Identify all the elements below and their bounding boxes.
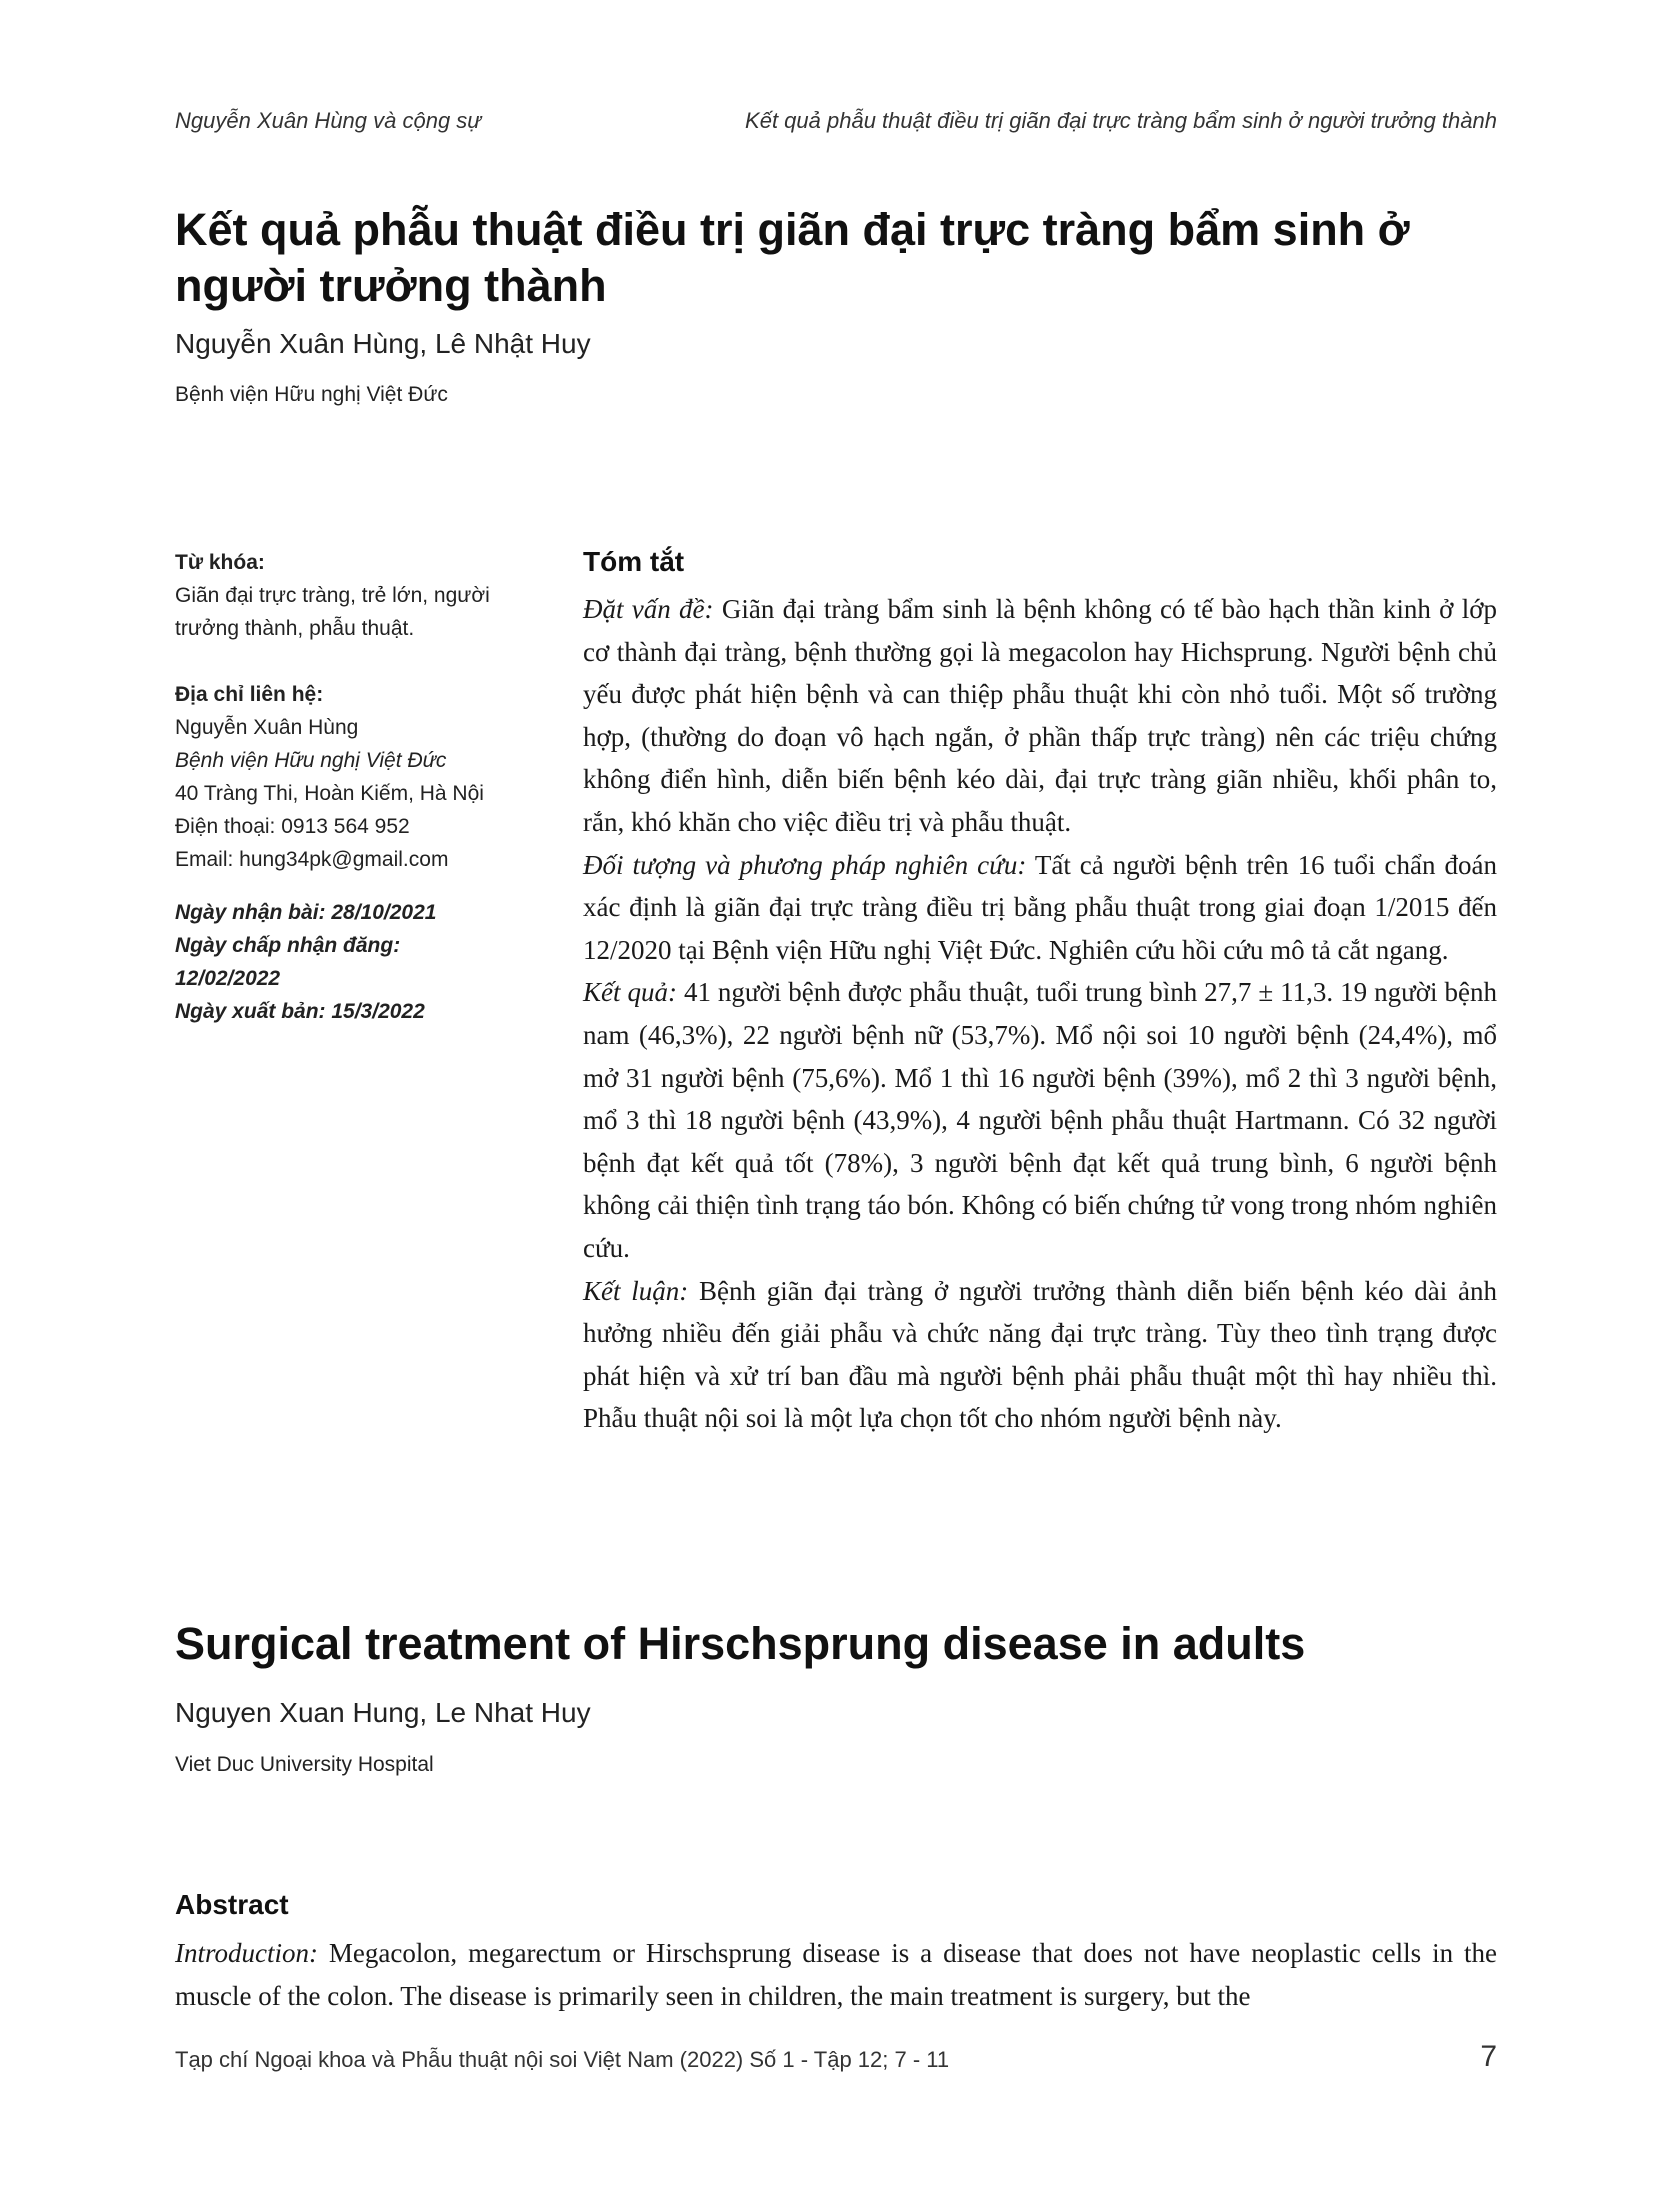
published-date: Ngày xuất bản: 15/3/2022 [175,1000,425,1023]
contact-phone: Điện thoại: 0913 564 952 [175,815,410,838]
abstract-vi-conclusion [583,1270,1497,1440]
contact-address: 40 Tràng Thi, Hoàn Kiếm, Hà Nội [175,782,484,805]
running-header-right: Kết quả phẫu thuật điều trị giãn đại trực tràng bẩm sinh ở người trưởng thành [745,108,1497,133]
article-title-en: Surgical treatment of Hirschsprung disease in adults [175,1618,1306,1669]
abstract-vi [583,546,1497,1440]
keywords: Giãn đại trực tràng, trẻ lớn, người trưởng thành, phẫu thuật. [175,584,490,640]
abstract-en-heading: Abstract [175,1889,289,1920]
abstract-en-introduction [175,1932,1497,2017]
authors-en: Nguyen Xuan Hung, Le Nhat Huy [175,1697,591,1728]
contact-label: Địa chỉ liên hệ: [175,683,324,706]
methods-text: Tất cả người bệnh trên 16 tuổi chẩn đoán xác định là giãn đại trực tràng điều trị bằng phẫu thuật trong giai đoạn 1/2015 đến 12/2020 tại Bệnh viện Hữu nghị Việt Đức. Nghiên cứu hồi cứu mô tả cắt ngang. [583,849,1497,965]
abstract-vi-heading: Tóm tắt [583,546,685,577]
abstract-en [175,1932,1497,2017]
abstract-vi-background [583,588,1497,844]
introduction-lead: Introduction: [175,1938,318,1968]
affiliation-vi: Bệnh viện Hữu nghị Việt Đức [175,383,448,406]
background-lead: Đặt vấn đề: [583,594,714,624]
abstract-vi-methods [583,844,1497,972]
received-date: Ngày nhận bài: 28/10/2021 [175,901,437,924]
results-lead: Kết quả: [583,977,677,1008]
abstract-vi-results [583,971,1497,1269]
background-text: Giãn đại tràng bẩm sinh là bệnh không có tế bào hạch thần kinh ở lớp cơ thành đại tràng, bệnh thường gọi là megacolon hay Hichsprung. Người bệnh chủ yếu được phát hiện bệnh và can thiệp phẫu thuật khi còn nhỏ tuổi. Một số trường hợp, (thường do đoạn vô hạch ngắn, ở phần thấp trực tràng) nên các triệu chứng không điển hình, diễn biến bệnh kéo dài, đại trực tràng giãn nhiều, khối phân to, rắn, khó khăn cho việc điều trị và phẫu thuật. [583,594,1498,837]
results-text: 41 người bệnh được phẫu thuật, tuổi trung bình 27,7 ± 11,3. 19 người bệnh nam (46,3%), 22 người bệnh nữ (53,7%). Mổ nội soi 10 người bệnh (24,4%), mổ mở 31 người bệnh (75,6%). Mổ 1 thì 16 người bệnh (39%), mổ 2 thì 3 người bệnh, mổ 3 thì 18 người bệnh (43,9%), 4 người bệnh phẫu thuật Hartmann. Có 32 người bệnh đạt kết quả tốt (78%), 3 người bệnh đạt kết quả trung bình, 6 người bệnh không cải thiện tình trạng táo bón. Không có biến chứng tử vong trong nhóm nghiên cứu. [583,977,1497,1263]
article-title-vi: Kết quả phẫu thuật điều trị giãn đại trực tràng bẩm sinh ở người trưởng thành [175,204,1410,311]
contact-name: Nguyễn Xuân Hùng [175,716,359,739]
contact-organization: Bệnh viện Hữu nghị Việt Đức [175,749,447,772]
contact-email: Email: hung34pk@gmail.com [175,848,449,871]
conclusion-text: Bệnh giãn đại tràng ở người trưởng thành diễn biến bệnh kéo dài ảnh hưởng nhiều đến giải phẫu và chức năng đại trực tràng. Tùy theo tình trạng được phát hiện và xử trí ban đầu mà người bệnh phải phẫu thuật một thì hay nhiều thì. Phẫu thuật nội soi là một lựa chọn tốt cho nhóm người bệnh này. [583,1275,1497,1434]
page-number: 7 [1480,2040,1497,2073]
accepted-label: Ngày chấp nhận đăng: [175,934,401,957]
introduction-text: Megacolon, megarectum or Hirschsprung disease is a disease that does not have neoplastic cells in the muscle of the colon. The disease is primarily seen in children, the main treatment is surgery, but the [175,1938,1497,2011]
affiliation-en: Viet Duc University Hospital [175,1753,434,1776]
keywords-label: Từ khóa: [175,551,265,574]
article-sidebar [175,546,535,1028]
running-header-left: Nguyễn Xuân Hùng và cộng sự [175,108,482,133]
methods-lead: Đối tượng và phương pháp nghiên cứu: [583,849,1027,880]
journal-citation: Tạp chí Ngoại khoa và Phẫu thuật nội soi Việt Nam (2022) Số 1 - Tập 12; 7 - 11 [175,2047,950,2072]
accepted-date: 12/02/2022 [175,967,281,990]
authors-vi: Nguyễn Xuân Hùng, Lê Nhật Huy [175,328,591,359]
conclusion-lead: Kết luận: [583,1275,689,1306]
